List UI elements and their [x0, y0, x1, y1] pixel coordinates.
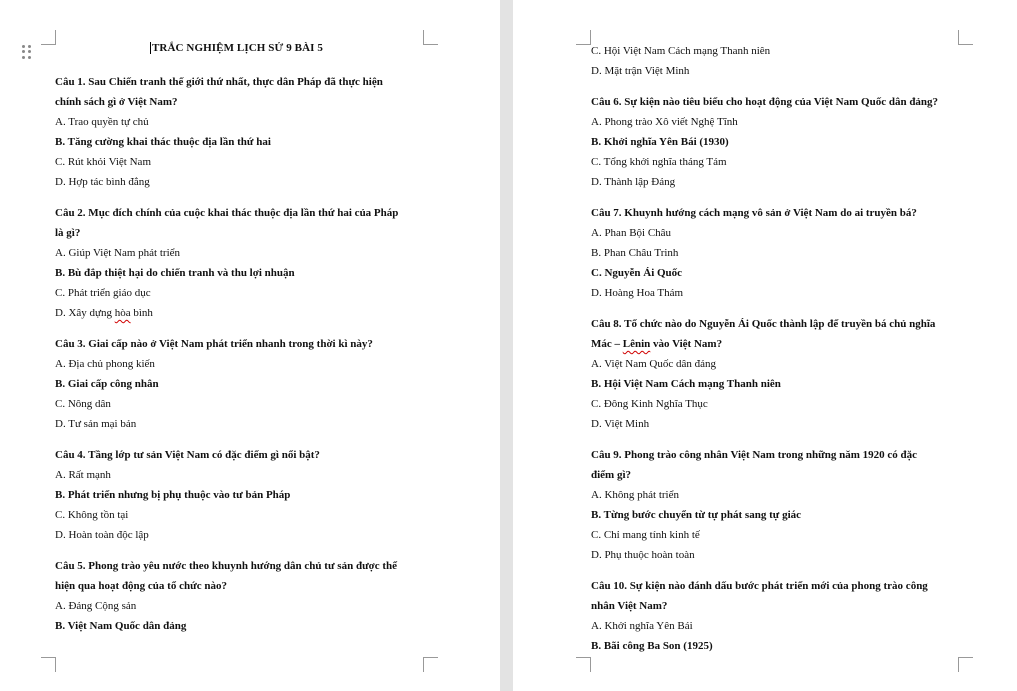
- answer-option: A. Địa chủ phong kiến: [55, 358, 155, 370]
- question-text: chính sách gì ở Việt Nam?: [55, 96, 178, 108]
- answer-option: B. Phan Châu Trinh: [591, 247, 679, 259]
- paragraph-spacing: [55, 545, 475, 556]
- answer-option: A. Phan Bội Châu: [591, 227, 672, 239]
- correct-answer-option: B. Từng bước chuyển từ tự phát sang tự giác: [591, 509, 802, 521]
- question-text: là gì?: [55, 227, 81, 239]
- answer-option: D. Hoàng Hoa Thám: [591, 287, 684, 299]
- question-text: Câu 3. Giai cấp nào ở Việt Nam phát triển nhanh trong thời kì này?: [55, 338, 373, 350]
- drag-handle-icon[interactable]: [22, 45, 32, 59]
- document-page-1: [0, 0, 500, 691]
- answer-option: C. Đông Kinh Nghĩa Thục: [591, 398, 708, 410]
- question-text: Câu 2. Mục đích chính của cuộc khai thác thuộc địa lần thứ hai của Pháp: [55, 207, 399, 219]
- answer-option: A. Không phát triển: [591, 489, 679, 501]
- answer-option: C. Rút khỏi Việt Nam: [55, 156, 151, 168]
- paragraph-spacing: [55, 192, 475, 203]
- answer-option: D. Phụ thuộc hoàn toàn: [591, 549, 695, 561]
- answer-option: A. Đảng Cộng sản: [55, 600, 137, 612]
- answer-option: A. Khởi nghĩa Yên Bái: [591, 620, 693, 632]
- correct-answer-option: B. Tăng cường khai thác thuộc địa lần thứ hai: [55, 136, 271, 148]
- correct-answer-option: B. Hội Việt Nam Cách mạng Thanh niên: [591, 378, 781, 390]
- question-text: Câu 4. Tầng lớp tư sản Việt Nam có đặc điểm gì nổi bật?: [55, 449, 320, 461]
- answer-option: C. Phát triển giáo dục: [55, 287, 151, 299]
- page-2-content[interactable]: [591, 41, 991, 656]
- paragraph-spacing: [591, 192, 991, 203]
- text-cursor: [150, 42, 151, 54]
- answer-option: A. Việt Nam Quốc dân đảng: [591, 358, 716, 370]
- answer-option: C. Không tồn tại: [55, 509, 129, 521]
- answer-option: D. Mặt trận Việt Minh: [591, 65, 690, 77]
- question-text: Câu 9. Phong trào công nhân Việt Nam trong những năm 1920 có đặc: [591, 449, 918, 461]
- document-title[interactable]: [150, 42, 323, 54]
- answer-option: D. Thành lập Đảng: [591, 176, 676, 188]
- answer-option: A. Trao quyền tự chủ: [55, 116, 149, 128]
- page-1-content[interactable]: [55, 72, 475, 636]
- answer-option: D. Tư sản mại bản: [55, 418, 137, 430]
- paragraph-spacing: [591, 565, 991, 576]
- page-margin-corner: [423, 30, 438, 45]
- answer-option: D. Hợp tác bình đẳng: [55, 176, 150, 188]
- spellcheck-underlined-word: hòa: [114, 307, 131, 319]
- paragraph-spacing: [591, 81, 991, 92]
- page-margin-corner: [958, 657, 973, 672]
- question-text: Mác – Lênin vào Việt Nam?: [591, 338, 723, 350]
- paragraph-spacing: [591, 303, 991, 314]
- spellcheck-underlined-word: Lênin: [622, 338, 651, 350]
- question-text: hiện qua hoạt động của tổ chức nào?: [55, 580, 227, 592]
- answer-option: A. Rất mạnh: [55, 469, 111, 481]
- question-text: Câu 1. Sau Chiến tranh thế giới thứ nhất, thực dân Pháp đã thực hiện: [55, 76, 383, 88]
- answer-option: C. Chỉ mang tính kinh tế: [591, 529, 700, 541]
- paragraph-spacing: [55, 323, 475, 334]
- answer-option: D. Xây dựng hòa bình: [55, 307, 153, 319]
- paragraph-spacing: [591, 434, 991, 445]
- question-text: Câu 7. Khuynh hướng cách mạng vô sản ở Việt Nam do ai truyền bá?: [591, 207, 917, 219]
- answer-option: D. Hoàn toàn độc lập: [55, 529, 149, 541]
- correct-answer-option: B. Phát triển nhưng bị phụ thuộc vào tư bản Pháp: [55, 489, 291, 501]
- answer-option: A. Phong trào Xô viết Nghệ Tĩnh: [591, 116, 738, 128]
- answer-option: C. Tổng khởi nghĩa tháng Tám: [591, 156, 727, 168]
- question-text: Câu 10. Sự kiện nào đánh dấu bước phát triển mới của phong trào công: [591, 580, 928, 592]
- question-text: Câu 8. Tổ chức nào do Nguyễn Ái Quốc thành lập để truyền bá chủ nghĩa: [591, 318, 936, 330]
- page-margin-corner: [41, 30, 56, 45]
- question-text: Câu 6. Sự kiện nào tiêu biểu cho hoạt động của Việt Nam Quốc dân đảng?: [591, 96, 939, 108]
- document-title-text: TRẮC NGHIỆM LỊCH SỬ 9 BÀI 5: [152, 42, 323, 54]
- document-page-2: [513, 0, 1017, 691]
- paragraph-spacing: [55, 434, 475, 445]
- page-margin-corner: [41, 657, 56, 672]
- page-margin-corner: [576, 657, 591, 672]
- correct-answer-option: B. Bù đắp thiệt hại do chiến tranh và thu lợi nhuận: [55, 267, 295, 279]
- correct-answer-option: B. Khởi nghĩa Yên Bái (1930): [591, 136, 729, 148]
- answer-option: D. Việt Minh: [591, 418, 650, 430]
- page-margin-corner: [423, 657, 438, 672]
- correct-answer-option: B. Giai cấp công nhân: [55, 378, 159, 390]
- question-text: Câu 5. Phong trào yêu nước theo khuynh hướng dân chủ tư sản được thể: [55, 560, 398, 572]
- correct-answer-option: C. Nguyễn Ái Quốc: [591, 267, 683, 279]
- page-margin-corner: [576, 30, 591, 45]
- answer-option: A. Giúp Việt Nam phát triển: [55, 247, 181, 259]
- correct-answer-option: B. Bãi công Ba Son (1925): [591, 640, 713, 652]
- answer-option: C. Hội Việt Nam Cách mạng Thanh niên: [591, 45, 771, 57]
- answer-option: C. Nông dân: [55, 398, 111, 410]
- correct-answer-option: B. Việt Nam Quốc dân đảng: [55, 620, 187, 632]
- question-text: điểm gì?: [591, 469, 632, 481]
- question-text: nhân Việt Nam?: [591, 600, 668, 612]
